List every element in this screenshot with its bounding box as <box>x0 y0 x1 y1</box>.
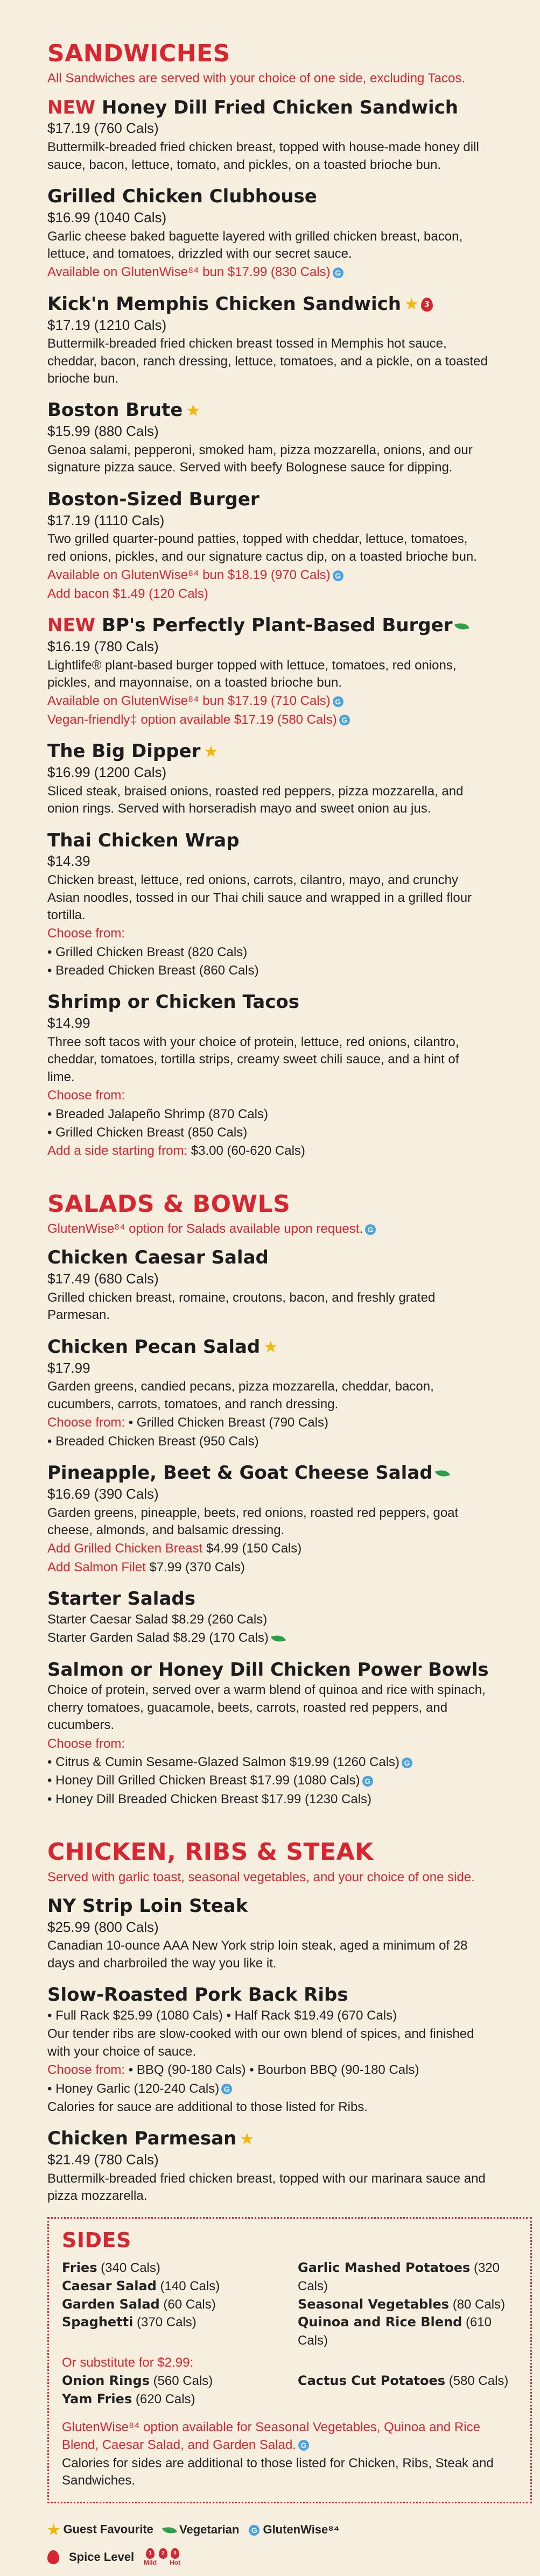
spice-level-1-icon: 1 <box>146 2548 155 2559</box>
legend-spice: Spice Level <box>69 2550 135 2564</box>
glutenwise-option: Available on GlutenWise⁸⁴ bun $17.99 (830 Cals) <box>47 265 331 280</box>
spice-level-icon: 3 <box>421 298 433 312</box>
item-description: Garden greens, pineapple, beets, red onions, roasted red peppers, goat cheese, almonds, and balsamic dressing. <box>47 1505 459 1537</box>
add-side-label: Add a side starting from: <box>47 1144 188 1159</box>
choose-label: Choose from: <box>47 1415 125 1430</box>
item-price: $21.49 (780 Cals) <box>47 2151 159 2168</box>
option: • Grilled Chicken Breast (790 Cals) <box>128 1415 328 1430</box>
vegetarian-icon <box>435 1467 450 1480</box>
choose-label: Choose from: <box>47 926 125 941</box>
glutenwise-icon: G <box>365 1224 376 1235</box>
vegetarian-icon <box>162 2524 177 2537</box>
side-item: Cactus Cut Potatoes (580 Cals) <box>298 2373 509 2389</box>
item-name: NY Strip Loin Steak <box>47 1895 248 1917</box>
item-description: Two grilled quarter-pound patties, topped with cheddar, lettuce, tomatoes, red onions, pickles, and our signature cactus dip, on a toasted brioche bun. <box>47 532 477 564</box>
side-item: Garlic Mashed Potatoes (320 Cals) <box>298 2260 500 2294</box>
menu-item-honey-dill <box>47 97 521 174</box>
option: Starter Garden Salad $8.29 (170 Cals) <box>47 1631 269 1646</box>
item-price: $17.19 (760 Cals) <box>47 120 159 137</box>
item-name: Starter Salads <box>47 1588 195 1610</box>
item-name: Chicken Caesar Salad <box>47 1247 269 1269</box>
option: • Grilled Chicken Breast (850 Cals) <box>47 1125 248 1140</box>
side-item: Quinoa and Rice Blend (610 Cals) <box>298 2314 492 2348</box>
item-description: Lightlife® plant-based burger topped with lettuce, tomatoes, red onions, pickles, and mayonnaise, on a toasted brioche bun. <box>47 658 457 690</box>
item-description: Choice of protein, served over a warm blend of quinoa and rice with spinach, cherry tomatoes, guacamole, beets, carrots, roasted red peppers, and cucumbers. <box>47 1683 486 1733</box>
add-bacon: Add bacon $1.49 (120 Cals) <box>47 586 208 601</box>
option: • Honey Garlic (120-240 Cals) <box>47 2081 220 2096</box>
item-price: $16.19 (780 Cals) <box>47 638 159 654</box>
item-name: Boston-Sized Burger <box>47 488 260 510</box>
side-item: Seasonal Vegetables (80 Cals) <box>298 2296 506 2312</box>
item-price: $17.19 (1110 Cals) <box>47 512 165 528</box>
glutenwise-icon: G <box>402 1758 412 1768</box>
legend-guest: Guest Favourite <box>63 2522 153 2536</box>
option: • Honey Dill Grilled Chicken Breast $17.99 (1080 Cals) <box>47 1773 360 1788</box>
option: • Citrus & Cumin Sesame-Glazed Salmon $19.99 (1260 Cals) <box>47 1755 400 1770</box>
legend <box>47 2522 521 2566</box>
vegetarian-icon <box>271 1632 286 1645</box>
option: • Breaded Chicken Breast (860 Cals) <box>47 963 259 978</box>
item-description: Grilled chicken breast, romaine, croutons, bacon, and freshly grated Parmesan. <box>47 1290 436 1323</box>
add-side-price: $3.00 (60-620 Cals) <box>191 1144 305 1159</box>
glutenwise-icon: G <box>249 2525 260 2536</box>
spice-scale <box>144 2548 180 2566</box>
item-description: Genoa salami, pepperoni, smoked ham, pizza mozzarella, onions, and our signature pizza sauce. Served with beefy Bolognese sauce for dipping. <box>47 443 473 475</box>
side-item: Garden Salad (60 Cals) <box>62 2296 216 2312</box>
item-name: Kick'n Memphis Chicken Sandwich <box>47 293 401 315</box>
side-item: Spaghetti (370 Cals) <box>62 2314 197 2330</box>
item-name: Shrimp or Chicken Tacos <box>47 991 299 1013</box>
item-name: Chicken Pecan Salad <box>47 1336 261 1358</box>
item-price: $25.99 (800 Cals) <box>47 1918 159 1935</box>
rack-options: • Full Rack $25.99 (1080 Cals) • Half Rack $19.49 (670 Cals) <box>47 2008 397 2023</box>
guest-favourite-icon: ★ <box>263 1338 278 1357</box>
option: • Honey Dill Breaded Chicken Breast $17.99 (1230 Cals) <box>47 1791 372 1806</box>
item-description: Buttermilk-breaded fried chicken breast, topped with our marinara sauce and pizza mozzarella. <box>47 2171 486 2204</box>
menu-item-thai-wrap <box>47 830 521 980</box>
menu-item-chicken-parm <box>47 2128 521 2205</box>
option: • Grilled Chicken Breast (820 Cals) <box>47 944 248 959</box>
item-description: Chicken breast, lettuce, red onions, carrots, cilantro, mayo, and crunchy Asian noodles, tossed in our Thai chili sauce and wrapped in a grilled flour tortilla. <box>47 873 472 922</box>
sauce-note: Calories for sauce are additional to those listed for Ribs. <box>47 2099 368 2114</box>
item-price: $16.69 (390 Cals) <box>47 1485 159 1502</box>
item-name: Thai Chicken Wrap <box>47 829 240 851</box>
option: • BBQ (90-180 Cals) • Bourbon BBQ (90-180 Cals) <box>128 2063 419 2078</box>
glutenwise-icon: G <box>339 715 350 725</box>
item-description: Three soft tacos with your choice of protein, lettuce, red onions, cilantro, cheddar, tomatoes, tortilla strips, creamy sweet chili sauce, and a hint of lime. <box>47 1035 459 1084</box>
item-name: The Big Dipper <box>47 740 201 763</box>
option: • Breaded Chicken Breast (950 Cals) <box>47 1434 259 1449</box>
item-price: $16.99 (1200 Cals) <box>47 764 167 780</box>
glutenwise-icon: G <box>333 570 343 581</box>
item-price: $17.49 (680 Cals) <box>47 1271 159 1287</box>
item-name: Salmon or Honey Dill Chicken Power Bowls <box>47 1658 489 1681</box>
item-price: $14.99 <box>47 1015 90 1032</box>
item-name: Slow-Roasted Pork Back Ribs <box>47 1984 348 2006</box>
item-price: $16.99 (1040 Cals) <box>47 209 167 225</box>
menu-item-boston-brute <box>47 399 521 476</box>
substitute-label: Or substitute for $2.99: <box>62 2355 194 2370</box>
item-description: Buttermilk-breaded fried chicken breast tossed in Memphis hot sauce, cheddar, bacon, ranch dressing, lettuce, tomatoes, and a pickle, on a toasted brioche bun. <box>47 336 488 386</box>
menu-item-starter-salads <box>47 1588 521 1647</box>
glutenwise-icon: G <box>221 2084 232 2094</box>
option: Starter Caesar Salad $8.29 (260 Cals) <box>47 1612 268 1627</box>
menu-item-kickn-memphis <box>47 293 521 388</box>
menu-item-big-dipper <box>47 740 521 817</box>
item-description: Sliced steak, braised onions, roasted red peppers, pizza mozzarella, and onion rings. Served with horseradish mayo and sweet onion au jus. <box>47 784 464 816</box>
menu-item-caesar <box>47 1247 521 1324</box>
menu-item-pecan <box>47 1336 521 1450</box>
new-badge: NEW <box>47 615 96 637</box>
item-price: $15.99 (880 Cals) <box>47 423 159 440</box>
sides-cal-note: Calories for sides are additional to those listed for Chicken, Ribs, Steak and Sandwiches. <box>62 2455 494 2488</box>
item-name: Honey Dill Fried Chicken Sandwich <box>102 96 459 118</box>
item-name: Grilled Chicken Clubhouse <box>47 185 317 207</box>
glutenwise-icon: G <box>333 267 343 278</box>
spice-hot-label: Hot <box>170 2558 181 2566</box>
menu-item-pineapple-beet <box>47 1462 521 1576</box>
item-price: $17.19 (1210 Cals) <box>47 316 167 333</box>
glutenwise-icon: G <box>298 2440 309 2451</box>
guest-favourite-icon: ★ <box>186 401 201 420</box>
spice-level-2-icon: 2 <box>159 2548 167 2559</box>
legend-gw: GlutenWise⁸⁴ <box>263 2523 340 2537</box>
spice-drop-icon <box>47 2550 59 2564</box>
item-description: Garlic cheese baked baguette layered with grilled chicken breast, bacon, lettuce, and tomatoes, drizzled with our secret sauce. <box>47 229 463 261</box>
vegan-option: Vegan-friendly‡ option available $17.19 (580 Cals) <box>47 712 337 727</box>
menu-item-boston-burger <box>47 489 521 603</box>
chicken-note: Served with garlic toast, seasonal vegetables, and your choice of one side. <box>47 1869 475 1885</box>
add-label: Add Salmon Filet <box>47 1559 146 1575</box>
menu-item-ribs <box>47 1984 521 2116</box>
glutenwise-option: Available on GlutenWise⁸⁴ bun $18.19 (970 Cals) <box>47 568 331 583</box>
item-description: Our tender ribs are slow-cooked with our own blend of spices, and finished with your choice of sauce. <box>47 2027 474 2059</box>
item-name: Chicken Parmesan <box>47 2128 237 2150</box>
item-price: $17.99 <box>47 1359 90 1376</box>
vegetarian-icon <box>454 620 469 632</box>
side-item: Caesar Salad (140 Cals) <box>62 2278 220 2294</box>
salads-note: GlutenWise⁸⁴ option for Salads available upon request. <box>47 1222 363 1237</box>
menu-item-clubhouse <box>47 186 521 281</box>
item-price: $14.39 <box>47 853 90 870</box>
choose-label: Choose from: <box>47 1088 125 1103</box>
sides-box <box>47 2217 532 2503</box>
spice-level-3-icon: 3 <box>171 2548 179 2559</box>
item-name: Boston Brute <box>47 399 183 421</box>
item-name: BP's Perfectly Plant-Based Burger <box>102 615 453 637</box>
add-label: Add Grilled Chicken Breast <box>47 1541 203 1556</box>
option: • Breaded Jalapeño Shrimp (870 Cals) <box>47 1106 268 1121</box>
side-item: Yam Fries (620 Cals) <box>62 2391 195 2406</box>
sandwiches-title: SANDWICHES <box>47 40 230 67</box>
item-description: Garden greens, candied pecans, pizza mozzarella, cheddar, bacon, cucumbers, carrots, tomatoes, and ranch dressing. <box>47 1379 434 1411</box>
add-price: $7.99 (370 Cals) <box>149 1559 245 1575</box>
chicken-title: CHICKEN, RIBS & STEAK <box>47 1838 374 1866</box>
glutenwise-option: Available on GlutenWise⁸⁴ bun $17.19 (710 Cals) <box>47 694 331 709</box>
item-description: Buttermilk-breaded fried chicken breast, topped with house-made honey dill sauce, bacon, lettuce, tomato, and pickles, on a toasted brioche bun. <box>47 140 479 172</box>
guest-favourite-icon: ★ <box>47 2521 60 2538</box>
sides-gw-note: GlutenWise⁸⁴ option available for Seasonal Vegetables, Quinoa and Rice Blend, Caesar Salad, and Garden Salad. <box>62 2420 480 2452</box>
side-item: Onion Rings (560 Cals) <box>62 2373 213 2389</box>
sides-title: SIDES <box>62 2228 131 2252</box>
guest-favourite-icon: ★ <box>204 742 219 761</box>
menu-item-plant-burger <box>47 615 521 729</box>
salads-title: SALADS & BOWLS <box>47 1190 291 1218</box>
legend-veg: Vegetarian <box>179 2523 240 2537</box>
choose-label: Choose from: <box>47 1736 125 1751</box>
item-description: Canadian 10-ounce AAA New York strip loin steak, aged a minimum of 28 days and charbroiled the way you like it. <box>47 1938 468 1971</box>
menu-content <box>47 41 521 2576</box>
menu-item-power-bowls <box>47 1659 521 1809</box>
spice-mild-label: Mild <box>144 2558 157 2566</box>
item-name: Pineapple, Beet & Goat Cheese Salad <box>47 1462 433 1484</box>
guest-favourite-icon: ★ <box>240 2129 255 2149</box>
add-price: $4.99 (150 Cals) <box>206 1541 302 1556</box>
new-badge: NEW <box>47 96 96 118</box>
menu-item-ny-strip <box>47 1895 521 1972</box>
glutenwise-icon: G <box>362 1776 373 1787</box>
choose-label: Choose from: <box>47 2063 125 2078</box>
glutenwise-icon: G <box>333 696 343 707</box>
guest-favourite-icon: ★ <box>404 295 419 314</box>
sandwiches-note: All Sandwiches are served with your choice of one side, excluding Tacos. <box>47 71 465 86</box>
side-item: Fries (340 Cals) <box>62 2260 160 2276</box>
menu-item-tacos <box>47 991 521 1160</box>
